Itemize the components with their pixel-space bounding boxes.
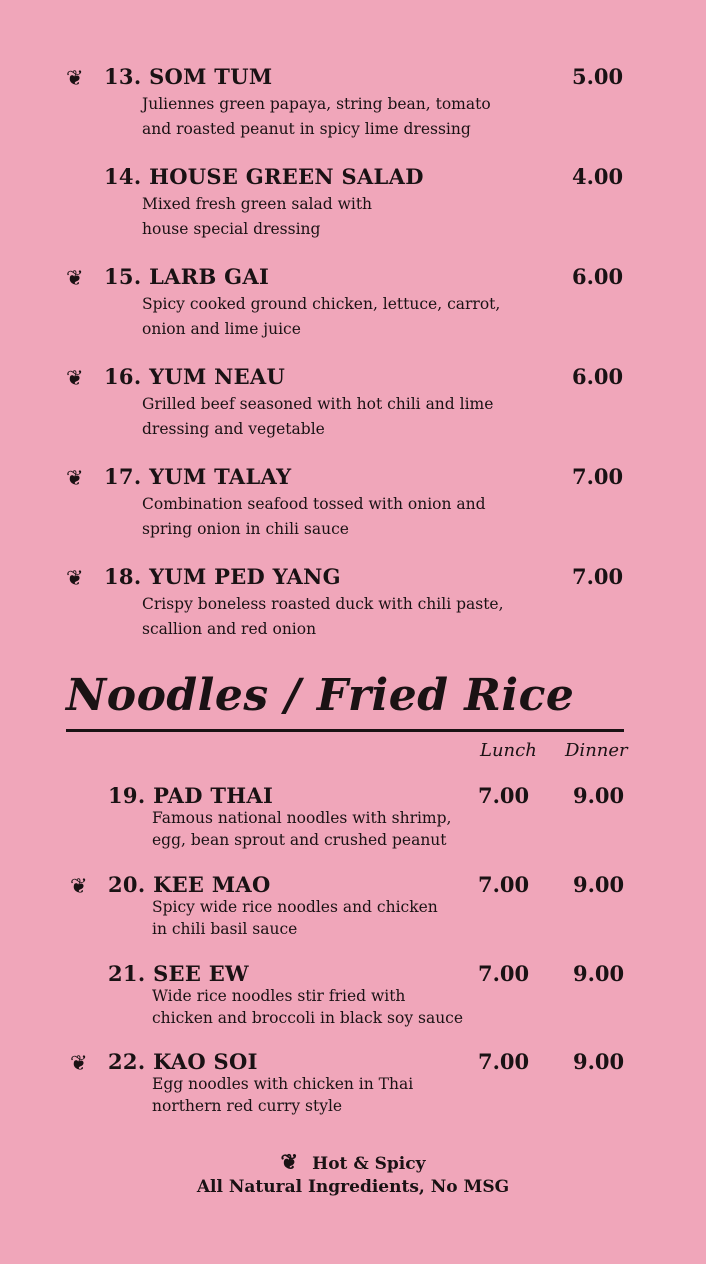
item-desc-line: in chili basil sauce [152, 920, 298, 938]
item-name: 20. KEE MAO [108, 872, 271, 897]
item-price: 5.00 [572, 64, 624, 89]
chili-pepper-icon: ❦ [66, 266, 84, 290]
item-price: 7.00 [572, 564, 624, 589]
item-desc-line: dressing and vegetable [142, 420, 325, 438]
lunch-price: 7.00 [478, 961, 530, 986]
item-price: 4.00 [572, 164, 624, 189]
chili-pepper-icon: ❦ [280, 1149, 299, 1174]
item-desc-line: Wide rice noodles stir fried with [152, 987, 406, 1005]
item-desc-line: northern red curry style [152, 1097, 343, 1115]
item-price: 7.00 [572, 464, 624, 489]
item-name: 13. SOM TUM [104, 64, 273, 89]
item-desc-line: Famous national noodles with shrimp, [152, 809, 452, 827]
item-desc-line: Combination seafood tossed with onion and [142, 495, 486, 513]
section-title: Noodles / Fried Rice [66, 670, 575, 721]
item-desc-line: onion and lime juice [142, 320, 301, 338]
item-desc-line: Crispy boneless roasted duck with chili paste, [142, 595, 504, 613]
item-desc-line: Spicy wide rice noodles and chicken [152, 898, 438, 916]
dinner-column-header: Dinner [565, 740, 628, 761]
item-name: 18. YUM PED YANG [104, 564, 341, 589]
chili-pepper-icon: ❦ [66, 366, 84, 390]
item-name: 19. PAD THAI [108, 783, 274, 808]
item-name: 14. HOUSE GREEN SALAD [104, 164, 424, 189]
item-desc-line: house special dressing [142, 220, 321, 238]
item-name: 15. LARB GAI [104, 264, 270, 289]
lunch-column-header: Lunch [480, 740, 537, 761]
item-desc-line: chicken and broccoli in black soy sauce [152, 1009, 464, 1027]
item-desc-line: egg, bean sprout and crushed peanut [152, 831, 447, 849]
lunch-price: 7.00 [478, 783, 530, 808]
chili-pepper-icon: ❦ [66, 66, 84, 90]
dinner-price: 9.00 [573, 961, 625, 986]
item-price: 6.00 [572, 264, 624, 289]
item-name: 21. SEE EW [108, 961, 249, 986]
item-desc-line: Mixed fresh green salad with [142, 195, 373, 213]
chili-pepper-icon: ❦ [70, 874, 88, 898]
item-desc-line: spring onion in chili sauce [142, 520, 349, 538]
ingredients-note: All Natural Ingredients, No MSG [196, 1177, 510, 1197]
item-desc-line: Grilled beef seasoned with hot chili and lime [142, 395, 494, 413]
item-desc-line: Egg noodles with chicken in Thai [152, 1075, 414, 1093]
chili-pepper-icon: ❦ [66, 566, 84, 590]
item-desc-line: scallion and red onion [142, 620, 317, 638]
dinner-price: 9.00 [573, 783, 625, 808]
item-desc-line: Spicy cooked ground chicken, lettuce, carrot, [142, 295, 501, 313]
item-desc-line: Juliennes green papaya, string bean, tomato [142, 95, 491, 113]
item-name: 16. YUM NEAU [104, 364, 286, 389]
item-desc-line: and roasted peanut in spicy lime dressing [142, 120, 471, 138]
legend-text: Hot & Spicy [312, 1154, 426, 1174]
dinner-price: 9.00 [573, 872, 625, 897]
item-price: 6.00 [572, 364, 624, 389]
item-name: 22. KAO SOI [108, 1049, 258, 1074]
lunch-price: 7.00 [478, 1049, 530, 1074]
item-name: 17. YUM TALAY [104, 464, 292, 489]
dinner-price: 9.00 [573, 1049, 625, 1074]
spicy-legend [0, 1150, 706, 1176]
section-divider [66, 729, 624, 732]
chili-pepper-icon: ❦ [66, 466, 84, 490]
lunch-price: 7.00 [478, 872, 530, 897]
chili-pepper-icon: ❦ [70, 1051, 88, 1075]
